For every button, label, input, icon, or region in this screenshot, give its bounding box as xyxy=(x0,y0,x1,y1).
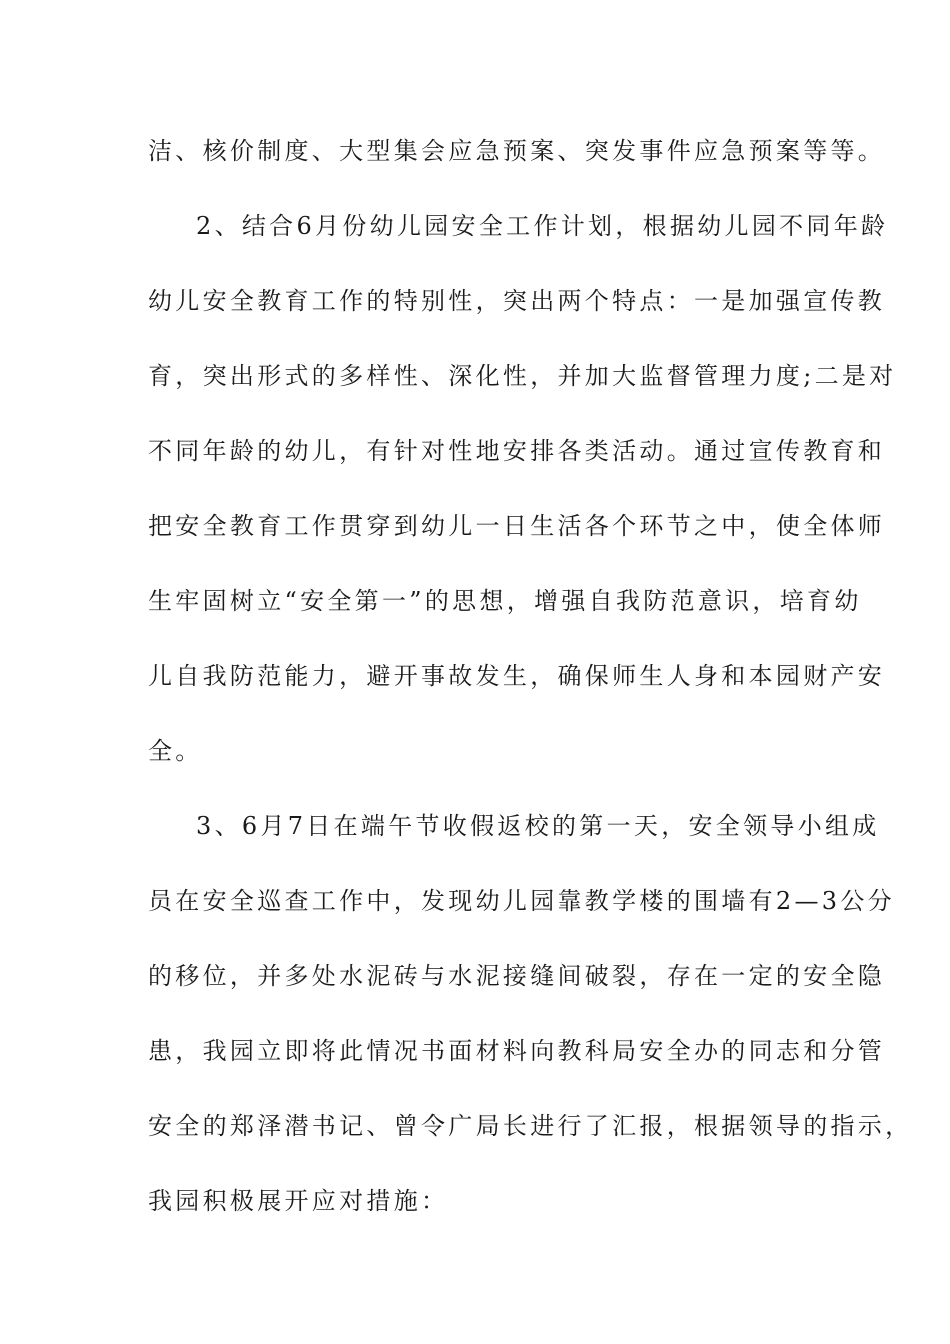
text-line: 幼儿安全教育工作的特别性，突出两个特点：一是加强宣传教 xyxy=(148,287,886,315)
paragraph-3-start: 3、6月7日在端午节收假返校的第一天，安全领导小组成 xyxy=(196,812,880,840)
text-line: 儿自我防范能力，避开事故发生，确保师生人身和本园财产安 xyxy=(148,662,886,690)
text-line: 不同年龄的幼儿，有针对性地安排各类活动。通过宣传教育和 xyxy=(148,437,886,465)
text-line: 生牢固树立“安全第一”的思想，增强自我防范意识，培育幼 xyxy=(148,587,862,615)
text-line: 患，我园立即将此情况书面材料向教科局安全办的同志和分管 xyxy=(148,1037,886,1065)
text-line: 全。 xyxy=(148,737,203,765)
text-line: 洁、核价制度、大型集会应急预案、突发事件应急预案等等。 xyxy=(148,137,886,165)
text-line: 的移位，并多处水泥砖与水泥接缝间破裂，存在一定的安全隐 xyxy=(148,962,886,990)
text-line: 员在安全巡查工作中，发现幼儿园靠教学楼的围墙有2—3公分 xyxy=(148,887,895,915)
text-line: 育，突出形式的多样性、深化性，并加大监督管理力度;二是对 xyxy=(148,362,897,390)
text-line: 我园积极展开应对措施： xyxy=(148,1187,449,1215)
paragraph-2-start: 2、结合6月份幼儿园安全工作计划，根据幼儿园不同年龄 xyxy=(196,212,889,240)
text-line: 把安全教育工作贯穿到幼儿一日生活各个环节之中，使全体师 xyxy=(148,512,886,540)
text-line: 安全的郑泽潜书记、曾令广局长进行了汇报，根据领导的指示， xyxy=(148,1112,913,1140)
